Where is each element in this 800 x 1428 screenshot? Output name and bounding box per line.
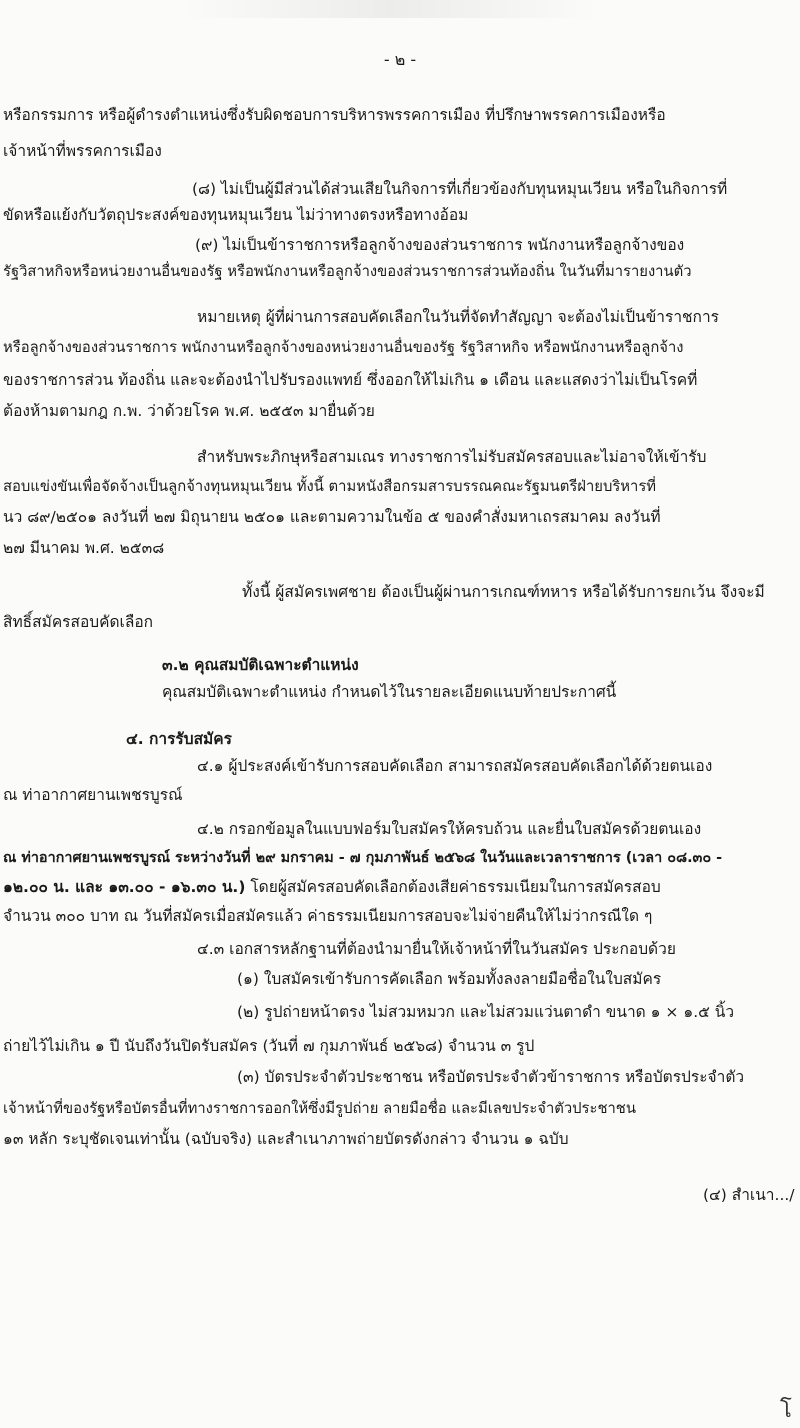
page-number: - ๒ - [383, 50, 417, 69]
section-heading: ๔. การรับสมัคร [126, 730, 232, 748]
text-line: (๑) ใบสมัครเข้ารับการคัดเลือก พร้อมทั้งลงลายมือชื่อในใบสมัคร [237, 970, 662, 988]
text-line: สอบแข่งขันเพื่อจัดจ้างเป็นลูกจ้างทุนหมุนเวียน ทั้งนี้ ตามหนังสือกรมสารบรรณคณะรัฐมนตรีฝ่ายบริหารที่ [3, 478, 657, 495]
text-line: ๔.๒ กรอกข้อมูลในแบบฟอร์มใบสมัครให้ครบถ้วน และยื่นใบสมัครด้วยตนเอง [197, 820, 702, 838]
text-line: (๒) รูปถ่ายหน้าตรง ไม่สวมหมวก และไม่สวมแว่นตาดำ ขนาด ๑ × ๑.๕ นิ้ว [237, 1003, 735, 1021]
note-line: หรือลูกจ้างของส่วนราชการ พนักงานหรือลูกจ้างของหน่วยงานอื่นของรัฐ รัฐวิสาหกิจ หรือพนักงานหรือลูกจ้าง [3, 339, 684, 356]
text-line: รัฐวิสาหกิจหรือหน่วยงานอื่นของรัฐ หรือพนักงานหรือลูกจ้างของส่วนราชการส่วนท้องถิ่น ในวันที่มารายงานตัว [3, 263, 692, 280]
bold-line: ณ ท่าอากาศยานเพชรบูรณ์ ระหว่างวันที่ ๒๙ มกราคม - ๗ กุมภาพันธ์ ๒๕๖๘ ในวันและเวลาราชการ (เวลา ๐๘.๓๐ - [3, 850, 723, 866]
text-line: คุณสมบัติเฉพาะตำแหน่ง กำหนดไว้ในรายละเอียดแนบท้ายประกาศนี้ [162, 683, 617, 701]
text-line: นว ๘๙/๒๕๐๑ ลงวันที่ ๒๗ มิถุนายน ๒๕๐๑ และตามความในข้อ ๕ ของคำสั่งมหาเถรสมาคม ลงวันที่ [3, 508, 661, 526]
continuation-note: (๔) สำเนา.../ [703, 1186, 795, 1204]
text-line: เจ้าหน้าที่พรรคการเมือง [3, 142, 162, 160]
text-line: ทั้งนี้ ผู้สมัครเพศชาย ต้องเป็นผู้ผ่านการเกณฑ์ทหาร หรือได้รับการยกเว้น จึงจะมี [242, 583, 765, 601]
text-line: จำนวน ๓๐๐ บาท ณ วันที่สมัครเมื่อสมัครแล้ว ค่าธรรมเนียมการสอบจะไม่จ่ายคืนให้ไม่ว่ากรณีใด ๆ [3, 907, 653, 925]
scan-smudge [180, 0, 600, 18]
text-line: เจ้าหน้าที่ของรัฐหรือบัตรอื่นที่ทางราชการออกให้ซึ่งมีรูปถ่าย ลายมือชื่อ และมีเลขประจำตัวประชาชน [3, 1100, 636, 1117]
text-line: ๔.๑ ผู้ประสงค์เข้ารับการสอบคัดเลือก สามารถสมัครสอบคัดเลือกได้ด้วยตนเอง [197, 757, 713, 775]
text-line: ณ ท่าอากาศยานเพชรบูรณ์ [3, 786, 183, 804]
text-span: โดยผู้สมัครสอบคัดเลือกต้องเสียค่าธรรมเนียมในการสมัครสอบ [245, 878, 661, 896]
corner-mark: โ [780, 1398, 792, 1423]
text-line [3, 876, 661, 898]
text-line: สำหรับพระภิกษุหรือสามเณร ทางราชการไม่รับสมัครสอบและไม่อาจให้เข้ารับ [197, 448, 707, 466]
text-line: (๙) ไม่เป็นข้าราชการหรือลูกจ้างของส่วนราชการ พนักงานหรือลูกจ้างของ [195, 236, 685, 254]
text-line: (๓) บัตรประจำตัวประชาชน หรือบัตรประจำตัวข้าราชการ หรือบัตรประจำตัว [237, 1068, 745, 1086]
text-line: หรือกรรมการ หรือผู้ดำรงตำแหน่งซึ่งรับผิดชอบการบริหารพรรคการเมือง ที่ปรึกษาพรรคการเมืองหรือ [3, 106, 666, 124]
text-line: ๒๗ มีนาคม พ.ศ. ๒๕๓๘ [3, 539, 165, 557]
text-line: ๔.๓ เอกสารหลักฐานที่ต้องนำมายื่นให้เจ้าหน้าที่ในวันสมัคร ประกอบด้วย [197, 940, 676, 958]
text-line: ขัดหรือแย้งกับวัตถุประสงค์ของทุนหมุนเวียน ไม่ว่าทางตรงหรือทางอ้อม [3, 206, 469, 224]
section-heading: ๓.๒ คุณสมบัติเฉพาะตำแหน่ง [162, 656, 359, 674]
note-line: ของราชการส่วน ท้องถิ่น และจะต้องนำไปรับรองแพทย์ ซึ่งออกให้ไม่เกิน ๑ เดือน และแสดงว่าไม่เป็นโรคที่ [3, 371, 698, 389]
text-line: (๘) ไม่เป็นผู้มีส่วนได้ส่วนเสียในกิจการที่เกี่ยวข้องกับทุนหมุนเวียน หรือในกิจการที่ [192, 180, 728, 198]
note-line: หมายเหตุ ผู้ที่ผ่านการสอบคัดเลือกในวันที่จัดทำสัญญา จะต้องไม่เป็นข้าราชการ [197, 308, 719, 326]
text-line: ๑๓ หลัก ระบุชัดเจนเท่านั้น (ฉบับจริง) และสำเนาภาพถ่ายบัตรดังกล่าว จำนวน ๑ ฉบับ [3, 1130, 569, 1148]
note-line: ต้องห้ามตามกฎ ก.พ. ว่าด้วยโรค พ.ศ. ๒๕๕๓ มายื่นด้วย [3, 402, 375, 420]
text-line: สิทธิ์สมัครสอบคัดเลือก [3, 613, 154, 631]
bold-span: ๑๒.๐๐ น. และ ๑๓.๐๐ - ๑๖.๓๐ น.) [3, 878, 246, 896]
text-line: ถ่ายไว้ไม่เกิน ๑ ปี นับถึงวันปิดรับสมัคร (วันที่ ๗ กุมภาพันธ์ ๒๕๖๘) จำนวน ๓ รูป [3, 1037, 535, 1055]
